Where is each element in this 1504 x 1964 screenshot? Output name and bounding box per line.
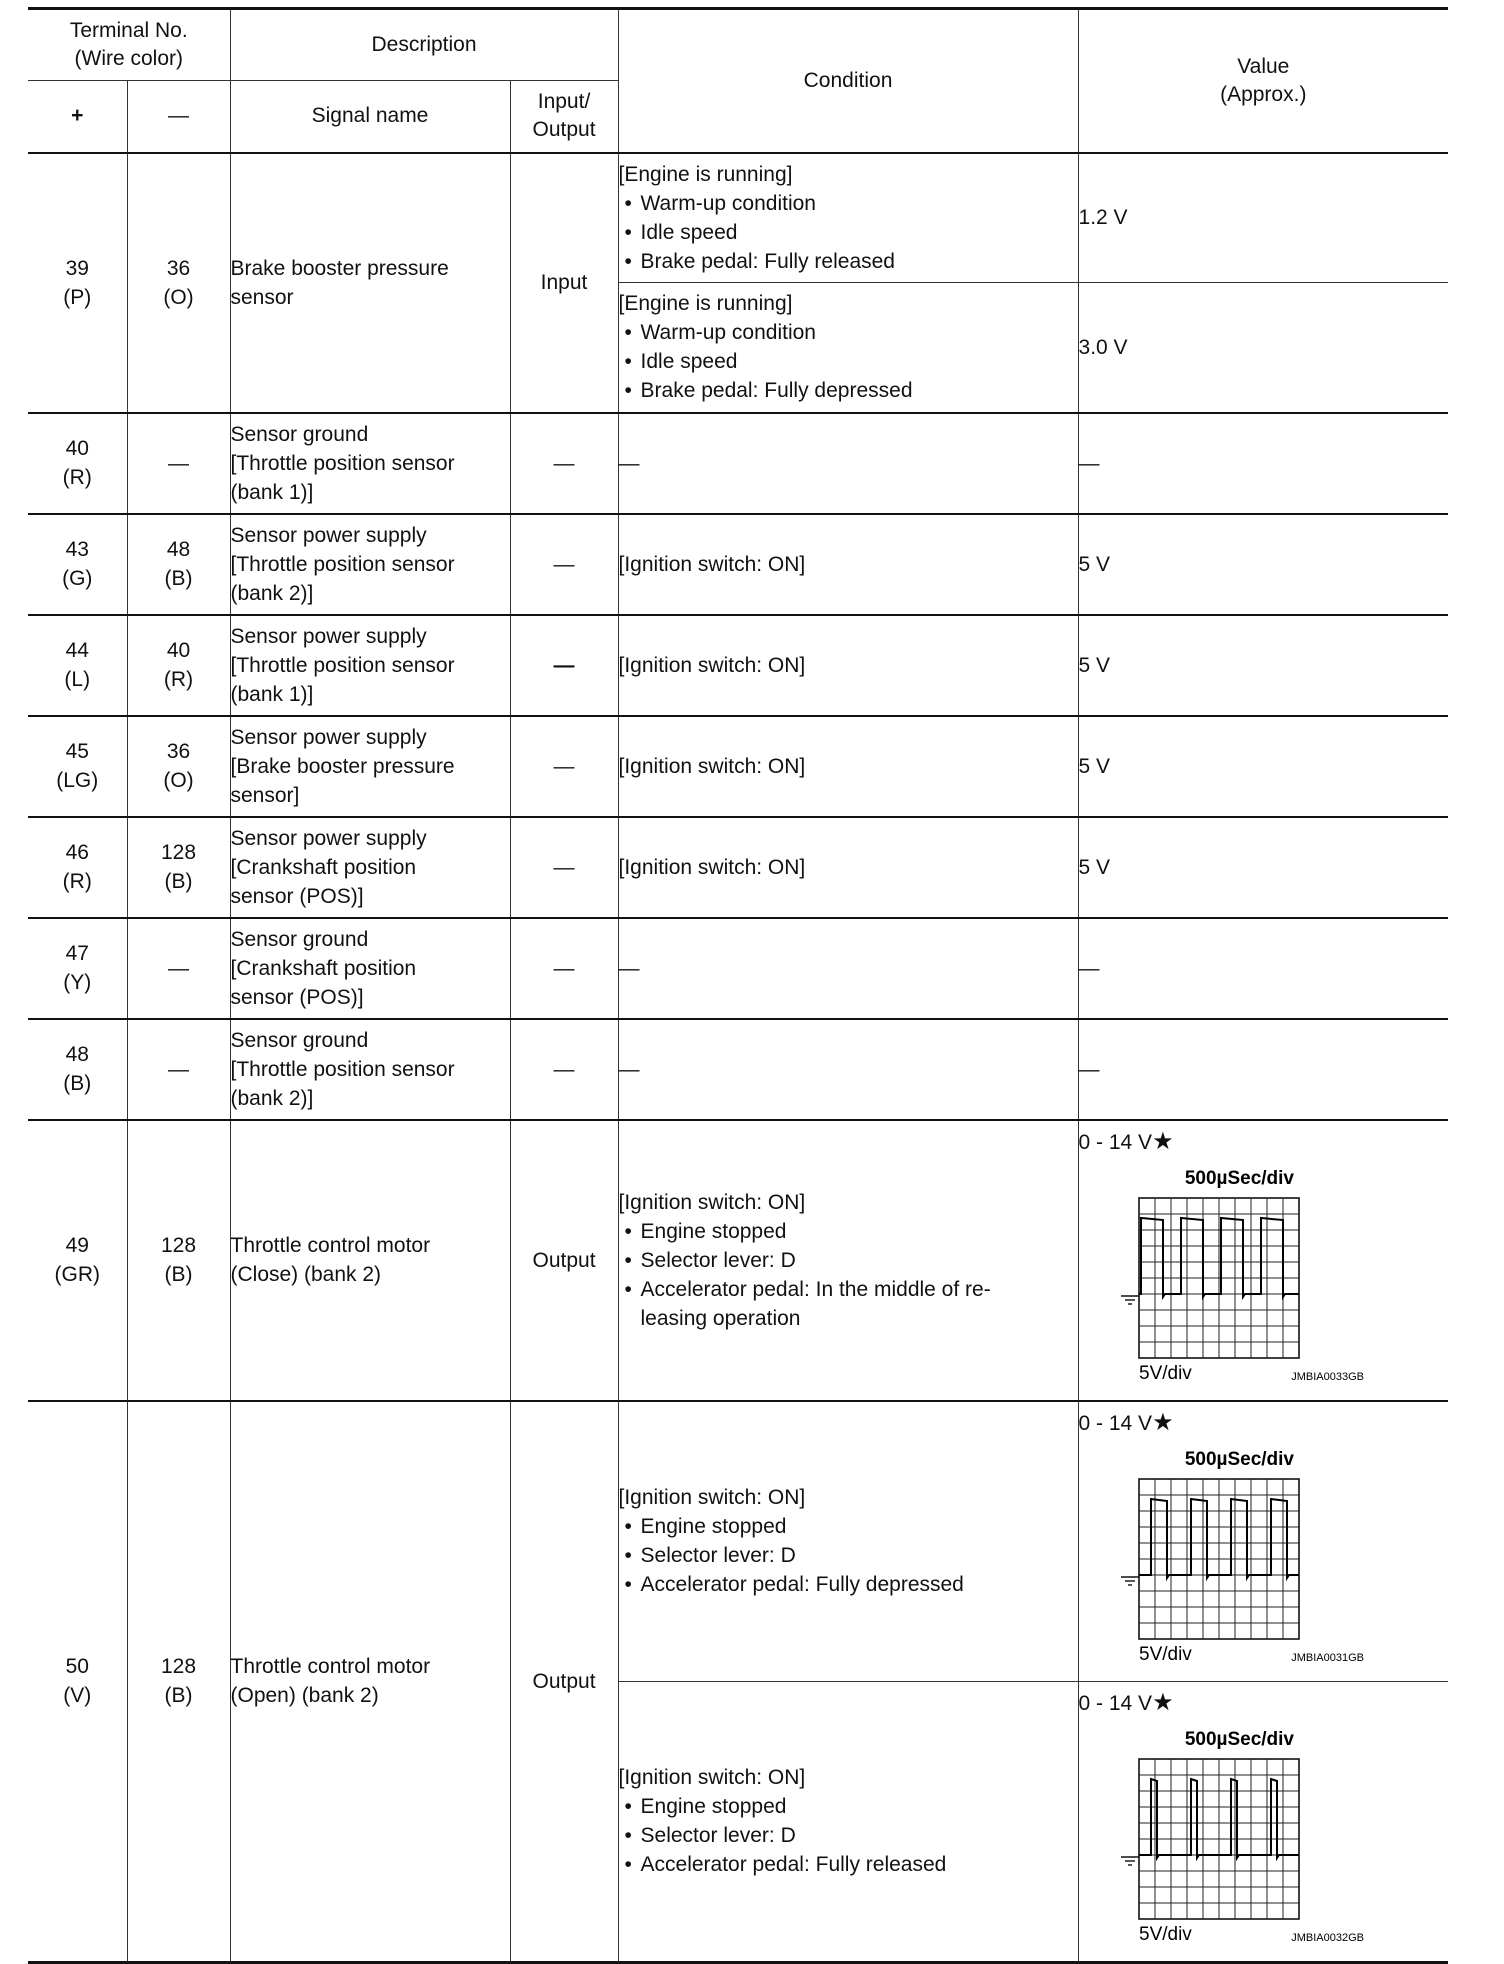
input-output: — <box>510 716 618 817</box>
terminal-number: 48 <box>166 538 191 561</box>
oscilloscope-waveform <box>1079 1437 1399 1681</box>
terminal-number: 36 <box>166 740 191 763</box>
condition-cell: [Ignition switch: ON] <box>618 514 1078 615</box>
wire-color: (R) <box>163 668 194 691</box>
oscilloscope-svg <box>1079 1717 1409 1955</box>
signal-line: [Brake booster pressure <box>230 754 455 778</box>
wire-color: (GR) <box>54 1263 100 1286</box>
terminal-plus <box>28 1019 127 1120</box>
wire-color: (P) <box>63 285 92 309</box>
condition-head: [Ignition switch: ON] <box>618 1486 806 1509</box>
signal-name <box>230 1019 510 1120</box>
signal-name <box>230 1401 510 1963</box>
terminal-plus <box>28 716 127 817</box>
input-output: — <box>510 514 618 615</box>
wire-color: (Y) <box>63 971 92 994</box>
timebase-label: 500µSec/div <box>1184 1728 1294 1750</box>
wire-color: (LG) <box>56 769 99 792</box>
condition-cell: [Ignition switch: ON] <box>618 716 1078 817</box>
terminal-number: 128 <box>160 841 197 864</box>
value-cell: 3.0 V <box>1078 283 1448 413</box>
terminal-number: 46 <box>65 841 89 864</box>
terminal-minus <box>127 153 230 413</box>
signal-line: [Throttle position sensor <box>230 451 455 475</box>
condition-bullet: • Selector lever: D <box>624 1248 796 1272</box>
terminal-number: 39 <box>65 256 89 280</box>
signal-line: Sensor power supply <box>230 826 427 850</box>
signal-name <box>230 918 510 1019</box>
vdiv-label: 5V/div <box>1138 1643 1192 1665</box>
signal-line: [Crankshaft position <box>230 855 417 879</box>
wire-color: (G) <box>62 567 93 590</box>
condition-bullet: • Accelerator pedal: Fully depressed <box>624 1573 964 1596</box>
wire-color: (V) <box>63 1684 92 1707</box>
terminal-minus: — <box>127 1019 230 1120</box>
signal-name <box>230 1120 510 1401</box>
condition-cell: — <box>618 1019 1078 1120</box>
value-cell: — <box>1078 1019 1448 1120</box>
value-cell: 5 V <box>1078 514 1448 615</box>
star-icon: ★ <box>1152 1408 1174 1436</box>
plus-header: + <box>28 81 127 153</box>
condition-bullet: • Accelerator pedal: In the middle of re- <box>624 1277 991 1301</box>
input-output: — <box>510 918 618 1019</box>
approx-label: (Approx.) <box>1220 82 1307 106</box>
terminal-no-header <box>28 9 230 81</box>
oscilloscope-waveform <box>1079 1717 1399 1961</box>
condition-cell <box>618 283 1078 413</box>
oscilloscope-svg <box>1079 1156 1409 1394</box>
signal-line: Sensor power supply <box>230 523 427 547</box>
condition-head: [Ignition switch: ON] <box>618 1190 806 1214</box>
wire-color: (B) <box>164 1684 193 1707</box>
signal-line: sensor (POS)] <box>230 884 364 908</box>
condition-header: Condition <box>618 9 1078 153</box>
oscilloscope-svg <box>1079 1437 1409 1675</box>
terminal-number: 40 <box>166 639 191 662</box>
minus-header: — <box>127 81 230 153</box>
terminal-number: 45 <box>65 740 89 763</box>
condition-bullet: • Engine stopped <box>624 1795 787 1818</box>
terminal-minus <box>127 817 230 918</box>
waveform-cell <box>1078 1681 1448 1962</box>
signal-line: Sensor ground <box>230 422 369 446</box>
input-output: — <box>510 1019 618 1120</box>
waveform-cell <box>1078 1120 1448 1401</box>
star-icon: ★ <box>1152 1688 1174 1716</box>
signal-name <box>230 615 510 716</box>
figure-code: JMBIA0033GB <box>1290 1370 1364 1383</box>
waveform-cell <box>1078 1401 1448 1682</box>
terminal-plus <box>28 1401 127 1963</box>
condition-bullet: • Idle speed <box>624 350 738 374</box>
wire-color: (B) <box>63 1072 92 1095</box>
signal-line: (Close) (bank 2) <box>230 1263 382 1286</box>
terminal-number: 128 <box>160 1655 197 1678</box>
waveform-value: 0 - 14 V★ <box>1078 1688 1174 1716</box>
condition-cell: — <box>618 918 1078 1019</box>
condition-cell: [Ignition switch: ON] <box>618 615 1078 716</box>
terminal-plus <box>28 514 127 615</box>
wire-color: (O) <box>163 769 194 792</box>
timebase-label: 500µSec/div <box>1184 1167 1294 1189</box>
condition-bullets <box>619 1217 1078 1333</box>
value-cell: — <box>1078 918 1448 1019</box>
condition-cell <box>618 1681 1078 1962</box>
timebase-label: 500µSec/div <box>1184 1448 1294 1470</box>
condition-bullets <box>619 318 1078 405</box>
condition-bullet: • Brake pedal: Fully released <box>624 249 895 273</box>
condition-bullet: • Warm-up condition <box>624 191 816 215</box>
terminal-plus <box>28 918 127 1019</box>
signal-line: (Open) (bank 2) <box>230 1684 379 1707</box>
wire-color: (R) <box>62 870 92 893</box>
terminal-number: 49 <box>65 1234 89 1257</box>
terminal-minus <box>127 514 230 615</box>
signal-line: [Throttle position sensor <box>230 653 455 677</box>
signal-line: Sensor power supply <box>230 725 427 749</box>
condition-cell <box>618 1120 1078 1401</box>
condition-bullet: • Brake pedal: Fully depressed <box>624 379 913 403</box>
signal-line: (bank 2)] <box>230 1086 314 1110</box>
terminal-plus <box>28 817 127 918</box>
terminal-minus: — <box>127 413 230 514</box>
signal-line: Throttle control motor <box>230 1234 431 1257</box>
condition-cell: — <box>618 413 1078 514</box>
wire-color: (B) <box>164 870 193 893</box>
signal-name <box>230 716 510 817</box>
terminal-number: 47 <box>65 942 89 965</box>
signal-line: [Throttle position sensor <box>230 552 455 576</box>
signal-line: Sensor ground <box>230 927 369 951</box>
input-output-label-1: Input/ <box>537 90 591 114</box>
figure-code: JMBIA0031GB <box>1290 1651 1364 1664</box>
condition-bullet: • Accelerator pedal: Fully released <box>624 1853 947 1876</box>
waveform-value: 0 - 14 V★ <box>1078 1127 1174 1155</box>
condition-bullet: • Selector lever: D <box>624 1544 796 1567</box>
terminal-minus <box>127 1120 230 1401</box>
signal-name <box>230 514 510 615</box>
signal-line: [Throttle position sensor <box>230 1057 455 1081</box>
value-cell: 5 V <box>1078 716 1448 817</box>
waveform-value: 0 - 14 V★ <box>1078 1408 1174 1436</box>
input-output-label-2: Output <box>532 118 596 142</box>
value-cell: 5 V <box>1078 817 1448 918</box>
condition-bullets <box>619 189 1078 276</box>
value-cell: 5 V <box>1078 615 1448 716</box>
value-cell: — <box>1078 413 1448 514</box>
signal-line: Throttle control motor <box>230 1655 431 1678</box>
vdiv-label: 5V/div <box>1138 1923 1192 1945</box>
condition-cell: [Ignition switch: ON] <box>618 817 1078 918</box>
signal-line: [Crankshaft position <box>230 956 417 980</box>
condition-bullets <box>619 1512 1078 1599</box>
signal-name <box>230 153 510 413</box>
wire-color: (R) <box>62 466 92 489</box>
condition-cell <box>618 1401 1078 1682</box>
terminal-minus: — <box>127 918 230 1019</box>
condition-head: [Ignition switch: ON] <box>618 1766 806 1789</box>
terminal-plus <box>28 413 127 514</box>
condition-continuation: leasing operation <box>640 1306 801 1330</box>
terminal-plus <box>28 615 127 716</box>
signal-line: sensor (POS)] <box>230 985 364 1009</box>
terminal-number: 36 <box>166 256 191 280</box>
condition-bullet: • Selector lever: D <box>624 1824 796 1847</box>
value-label: Value <box>1237 54 1290 78</box>
input-output: Input <box>510 153 618 413</box>
vdiv-label: 5V/div <box>1138 1362 1192 1384</box>
signal-line: sensor <box>230 285 294 309</box>
condition-bullets <box>619 1792 1078 1879</box>
condition-bullet: • Idle speed <box>624 220 738 244</box>
star-icon: ★ <box>1152 1127 1174 1155</box>
input-output-header <box>510 81 618 153</box>
terminal-number: 44 <box>65 639 89 662</box>
condition-cell <box>618 153 1078 283</box>
input-output: Output <box>510 1401 618 1963</box>
description-header: Description <box>230 9 618 81</box>
wire-color-label: (Wire color) <box>74 47 183 70</box>
condition-head: [Engine is running] <box>618 162 793 186</box>
condition-bullet: • Engine stopped <box>624 1515 787 1538</box>
terminal-number: 128 <box>160 1234 197 1257</box>
terminal-minus <box>127 1401 230 1963</box>
signal-line: Sensor ground <box>230 1028 369 1052</box>
signal-line: (bank 1)] <box>230 682 314 706</box>
terminal-minus <box>127 615 230 716</box>
wire-color: (B) <box>164 567 193 590</box>
input-output: — <box>510 413 618 514</box>
condition-head: [Engine is running] <box>618 292 793 316</box>
terminal-no-label: Terminal No. <box>69 19 188 42</box>
signal-line: Brake booster pressure <box>230 256 449 280</box>
terminal-number: 43 <box>65 538 89 561</box>
ecm-terminal-table <box>28 7 1448 1964</box>
terminal-number: 50 <box>65 1655 89 1678</box>
input-output: — <box>510 615 618 716</box>
wire-color: (L) <box>64 668 91 691</box>
terminal-number: 40 <box>65 437 89 460</box>
terminal-minus <box>127 716 230 817</box>
condition-bullet: • Warm-up condition <box>624 321 816 345</box>
input-output: — <box>510 817 618 918</box>
signal-line: Sensor power supply <box>230 624 427 648</box>
signal-line: (bank 2)] <box>230 581 314 605</box>
signal-name <box>230 817 510 918</box>
value-header <box>1078 9 1448 153</box>
input-output: Output <box>510 1120 618 1401</box>
wire-color: (O) <box>163 285 194 309</box>
condition-bullet: • Engine stopped <box>624 1219 787 1243</box>
signal-name-header: Signal name <box>230 81 510 153</box>
wire-color: (B) <box>164 1263 193 1286</box>
signal-name <box>230 413 510 514</box>
signal-line: sensor] <box>230 783 300 807</box>
oscilloscope-waveform <box>1079 1156 1399 1400</box>
terminal-plus <box>28 1120 127 1401</box>
terminal-plus <box>28 153 127 413</box>
value-cell: 1.2 V <box>1078 153 1448 283</box>
signal-line: (bank 1)] <box>230 480 314 504</box>
terminal-number: 48 <box>65 1043 89 1066</box>
figure-code: JMBIA0032GB <box>1290 1931 1364 1944</box>
